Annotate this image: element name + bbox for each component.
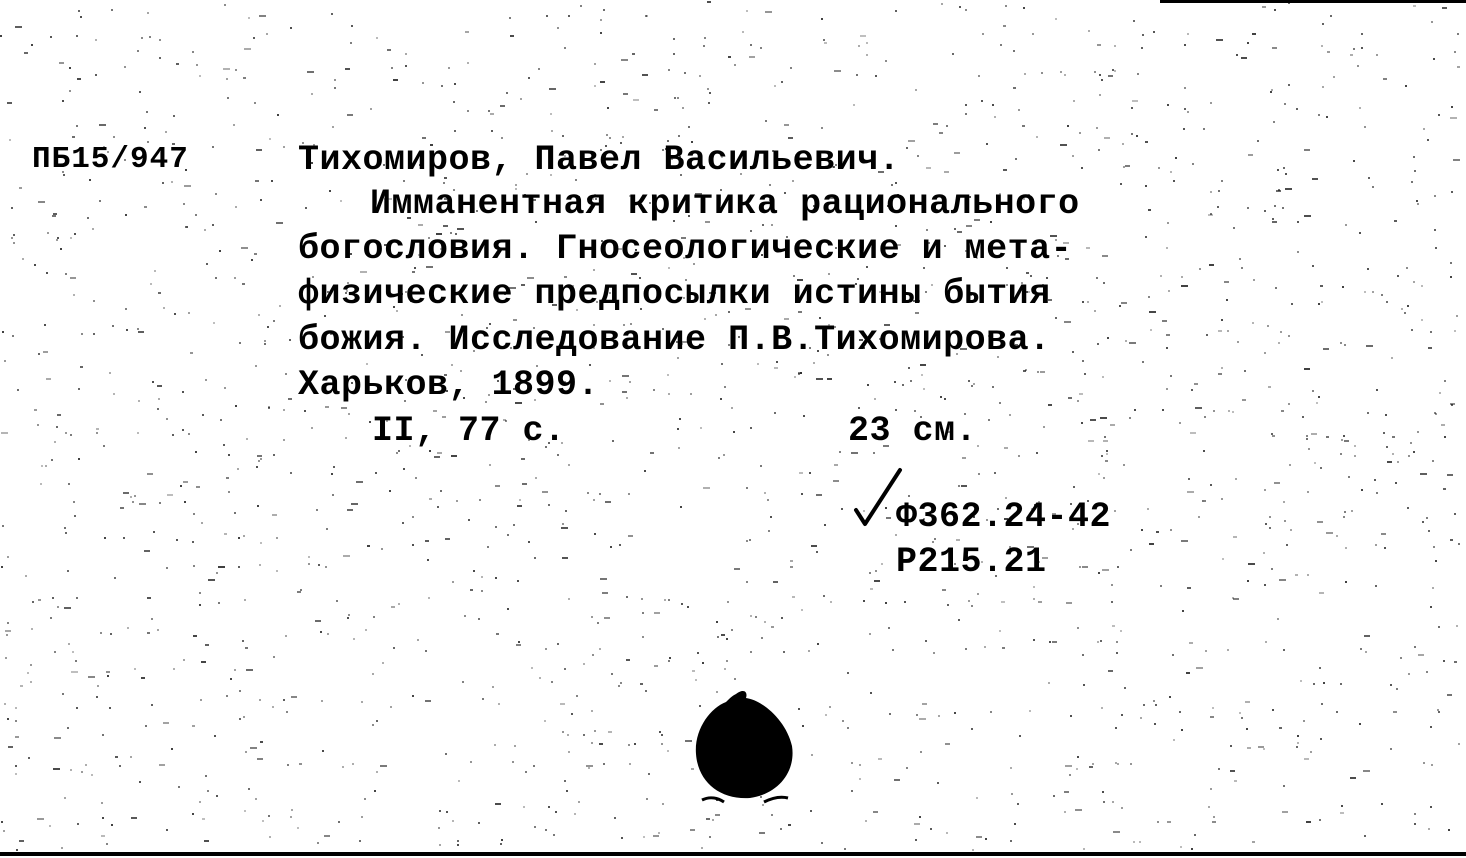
bottom-edge-rule [0, 852, 1466, 856]
shelfmark: ПБ15/947 [32, 142, 189, 177]
classification-code-2: Р215.21 [896, 542, 1047, 582]
imprint-line: Харьков, 1899. [298, 365, 600, 405]
title-line-3: физические предпосылки истины бытия [298, 274, 1051, 314]
dimensions: 23 см. [848, 411, 978, 451]
title-line-4: божия. Исследование П.В.Тихомирова. [298, 320, 1051, 360]
title-line-2: богословия. Гносеологические и мета- [298, 229, 1073, 269]
punch-hole-icon [690, 686, 800, 810]
author-heading: Тихомиров, Павел Васильевич. [298, 140, 901, 180]
top-edge-rule [1160, 0, 1466, 3]
classification-code-1: Ф362.24-42 [896, 497, 1112, 537]
title-line-1: Имманентная критика рационального [370, 184, 1080, 224]
pagination: II, 77 с. [372, 411, 566, 451]
